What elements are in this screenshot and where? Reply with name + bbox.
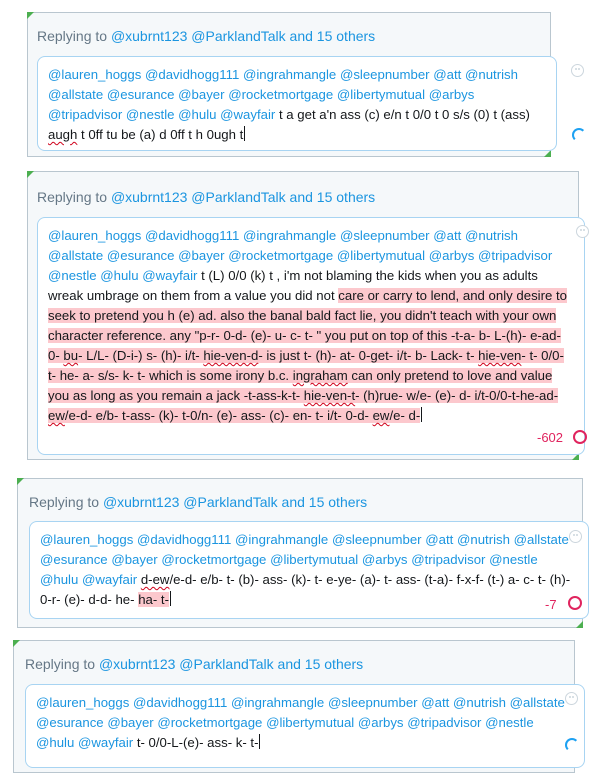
- mention-link[interactable]: @att: [425, 532, 454, 547]
- replying-to-line: [37, 28, 375, 44]
- tweet-text-run: - (h)rue- w/e- (e)- d- i/t-0/0-t-he-ad-: [355, 388, 559, 403]
- misspelled-word: d-ew: [140, 572, 170, 587]
- tweet-text-run: ha- t-: [138, 592, 169, 607]
- character-counter: -602: [537, 430, 564, 445]
- tweet-text-area[interactable]: [37, 217, 585, 455]
- mention-link[interactable]: @allstate: [509, 695, 565, 710]
- mention-link[interactable]: @lauren_hoggs: [48, 67, 142, 82]
- mention-link[interactable]: @bayer: [178, 248, 225, 263]
- replying-recipients-link[interactable]: @xubrnt123 @ParklandTalk and 15 others: [110, 189, 376, 205]
- mention-link[interactable]: @esurance: [106, 248, 175, 263]
- mention-link[interactable]: @ingrahmangle: [230, 695, 325, 710]
- reply-composer-4: [13, 640, 575, 773]
- reply-composer-2: [27, 171, 579, 460]
- tweet-text-area[interactable]: [37, 56, 557, 151]
- misspelled-word: hie-ven-t: [303, 388, 356, 403]
- text-caret: [170, 591, 171, 606]
- text-caret: [259, 734, 260, 749]
- mention-link[interactable]: @esurance: [106, 87, 175, 102]
- mention-link[interactable]: @rocketmortgage: [228, 87, 334, 102]
- replying-recipients-link[interactable]: @xubrnt123 @ParklandTalk and 15 others: [110, 28, 376, 44]
- character-count-ring: [573, 430, 587, 444]
- mention-link[interactable]: @hulu: [40, 572, 79, 587]
- mention-link[interactable]: @libertymutual: [336, 248, 426, 263]
- mention-link[interactable]: @davidhogg111: [136, 532, 232, 547]
- mention-link[interactable]: @nutrish: [464, 228, 518, 243]
- mention-link[interactable]: @nutrish: [464, 67, 518, 82]
- mention-link[interactable]: @bayer: [178, 87, 225, 102]
- mention-link[interactable]: @rocketmortgage: [157, 715, 263, 730]
- mention-link[interactable]: @bayer: [111, 552, 158, 567]
- emoji-picker-icon[interactable]: [565, 692, 578, 705]
- mention-link[interactable]: @tripadvisor: [478, 248, 553, 263]
- misspelled-word: hie-ven-d: [203, 348, 259, 363]
- mention-link[interactable]: @lauren_hoggs: [40, 532, 134, 547]
- character-count-ring: [565, 738, 579, 752]
- text-caret: [421, 407, 422, 422]
- mention-link[interactable]: @hulu: [178, 107, 217, 122]
- reply-composer-1: [27, 12, 551, 157]
- mention-link[interactable]: @arbys: [428, 87, 475, 102]
- mention-link[interactable]: @tripadvisor: [48, 107, 123, 122]
- replying-recipients-link[interactable]: @xubrnt123 @ParklandTalk and 15 others: [102, 494, 368, 510]
- replying-prefix: Replying to: [25, 656, 96, 672]
- mention-link[interactable]: @sleepnumber: [331, 532, 422, 547]
- tweet-text-run: can only pretend to love and value you as long as you remain a jack -t-ass-k-t-: [48, 368, 553, 403]
- tweet-text-run: /e- d-: [389, 408, 421, 423]
- mention-link[interactable]: @wayfair: [82, 572, 138, 587]
- mention-link[interactable]: @sleepnumber: [339, 228, 430, 243]
- mention-link[interactable]: @sleepnumber: [327, 695, 418, 710]
- misspelled-word: ew: [372, 408, 390, 423]
- mention-link[interactable]: @arbys: [361, 552, 408, 567]
- mention-link[interactable]: @nestle: [489, 552, 538, 567]
- tweet-text-run: - is just t- (h)- at- 0-get- i/t- b- Lack- t-: [258, 348, 479, 363]
- mention-link[interactable]: @lauren_hoggs: [48, 228, 142, 243]
- mention-link[interactable]: @att: [421, 695, 450, 710]
- selection-corner-marker: [17, 478, 24, 485]
- misspelled-word: hie-ven: [478, 348, 522, 363]
- mention-link[interactable]: @tripadvisor: [411, 552, 486, 567]
- mention-link[interactable]: @arbys: [357, 715, 404, 730]
- replying-prefix: Replying to: [37, 28, 108, 44]
- mention-link[interactable]: @wayfair: [220, 107, 276, 122]
- selection-corner-marker: [544, 150, 551, 157]
- mention-link[interactable]: @nestle: [48, 268, 97, 283]
- mention-link[interactable]: @nutrish: [452, 695, 506, 710]
- mention-link[interactable]: @nestle: [125, 107, 175, 122]
- mention-link[interactable]: @ingrahmangle: [242, 228, 337, 243]
- tweet-text-area[interactable]: [25, 684, 585, 768]
- replying-to-line: [25, 656, 363, 672]
- mention-link[interactable]: @sleepnumber: [339, 67, 430, 82]
- replying-to-line: [37, 189, 375, 205]
- replying-prefix: Replying to: [29, 494, 100, 510]
- replying-to-line: [29, 494, 367, 510]
- emoji-picker-icon[interactable]: [576, 225, 589, 238]
- mention-link[interactable]: @davidhogg111: [144, 228, 240, 243]
- misspelled-word: ew: [48, 408, 65, 423]
- misspelled-word: bu: [63, 348, 79, 363]
- mention-link[interactable]: @davidhogg111: [132, 695, 228, 710]
- tweet-text-run: /e-d- e/b- t- (b)- ass- (k)- t- e-ye- (a)- t- ass- (t-a)- f-x-f- (t-) a- c- t- (h)- 0-r- (e)- d-d- he-: [40, 572, 571, 607]
- mention-link[interactable]: @davidhogg111: [144, 67, 240, 82]
- mention-link[interactable]: @hulu: [100, 268, 139, 283]
- tweet-text-run: t 0ff tu be (a) d 0ff t h 0ugh t: [77, 127, 244, 142]
- tweet-text-run: /e-d- e/b- t-ass- (k)- t-0/n- (e)- ass- (c)- en- t- i/t- 0-d-: [64, 408, 373, 423]
- character-counter: -7: [545, 597, 557, 612]
- mention-link[interactable]: @allstate: [513, 532, 569, 547]
- selection-corner-marker: [576, 621, 583, 628]
- selection-corner-marker: [27, 171, 34, 178]
- reply-composer-3: [17, 478, 583, 628]
- tweet-text-run: - L/L- (D-i-) s- (h)- i/t-: [78, 348, 204, 363]
- mention-link[interactable]: @wayfair: [142, 268, 198, 283]
- mention-link[interactable]: @rocketmortgage: [228, 248, 334, 263]
- misspelled-word: ingraham: [292, 368, 348, 383]
- mention-link[interactable]: @libertymutual: [336, 87, 426, 102]
- mention-link[interactable]: @allstate: [48, 248, 104, 263]
- mention-link[interactable]: @esurance: [40, 552, 108, 567]
- mention-link[interactable]: @ingrahmangle: [242, 67, 337, 82]
- mention-link[interactable]: @arbys: [428, 248, 475, 263]
- overflow-highlight: [48, 288, 567, 423]
- text-caret: [244, 126, 245, 141]
- mention-link[interactable]: @libertymutual: [266, 715, 355, 730]
- tweet-text-run: - t- 0/0- t- he- a- s/s- k- t- which is some irony b.c.: [48, 348, 564, 383]
- emoji-picker-icon[interactable]: [571, 64, 584, 77]
- mention-link[interactable]: @libertymutual: [270, 552, 359, 567]
- tweet-text-run: t a get a'n ass (c) e/n t 0/0 t 0 s/s (0) t (ass): [275, 107, 530, 122]
- overflow-highlight: [138, 592, 169, 607]
- mention-link[interactable]: @rocketmortgage: [161, 552, 267, 567]
- misspelled-word: augh: [48, 127, 78, 142]
- replying-recipients-link[interactable]: @xubrnt123 @ParklandTalk and 15 others: [98, 656, 364, 672]
- tweet-text-run: t- 0/0-L-(e)- ass- k- t-: [133, 735, 259, 750]
- mention-link[interactable]: @att: [433, 67, 462, 82]
- mention-link[interactable]: @esurance: [36, 715, 104, 730]
- mention-link[interactable]: @wayfair: [78, 735, 134, 750]
- tweet-text-area[interactable]: [29, 521, 589, 619]
- mention-link[interactable]: @bayer: [107, 715, 154, 730]
- mention-link[interactable]: @nutrish: [456, 532, 510, 547]
- mention-link[interactable]: @lauren_hoggs: [36, 695, 130, 710]
- tweet-text-run: t (L) 0/0 (k) t , i'm not blaming the kids when you as adults wreak umbrage on them from a value you did not: [48, 268, 538, 303]
- mention-link[interactable]: @att: [433, 228, 462, 243]
- selection-corner-marker: [13, 640, 20, 647]
- selection-corner-marker: [27, 12, 34, 19]
- replying-prefix: Replying to: [37, 189, 108, 205]
- mention-link[interactable]: @hulu: [36, 735, 75, 750]
- mention-link[interactable]: @nestle: [485, 715, 534, 730]
- character-count-ring: [568, 596, 582, 610]
- mention-link[interactable]: @allstate: [48, 87, 104, 102]
- mention-link[interactable]: @tripadvisor: [407, 715, 482, 730]
- emoji-picker-icon[interactable]: [569, 530, 582, 543]
- character-count-ring: [572, 128, 586, 142]
- mention-link[interactable]: @ingrahmangle: [234, 532, 329, 547]
- tweet-text-run: care or carry to lend, and only desire to seek to pretend you h (e) ad. also the banal bald fact lie, you didn't teach with your own character reference. any "p-r- 0-d- (e)- u- c- t- " you put on top of this -t-a- b- L-(h)- e-ad- 0-: [48, 288, 567, 363]
